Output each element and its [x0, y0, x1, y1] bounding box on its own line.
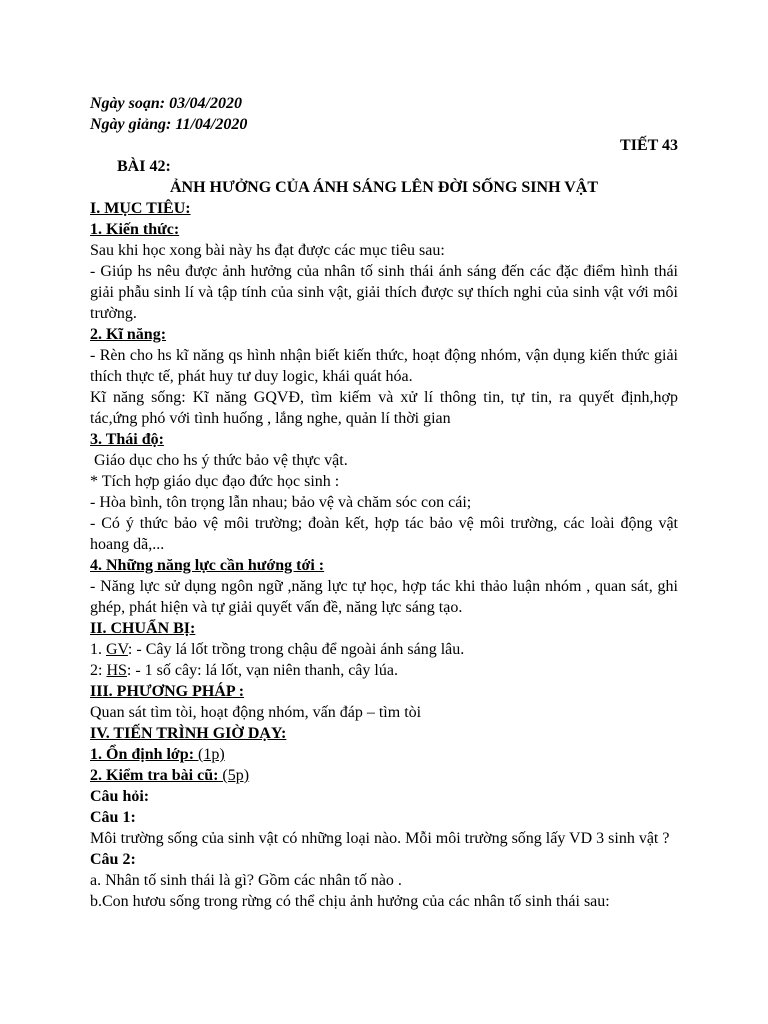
knowledge-intro: Sau khi học xong bài này hs đạt được các mục tiêu sau: [90, 242, 445, 259]
question-2b-text: b.Con hươu sống trong rừng có thể chịu ảnh hưởng của các nhân tố sinh thái sau: [90, 893, 610, 910]
question-2a-text: a. Nhân tố sinh thái là gì? Gồm các nhân tố nào . [90, 872, 402, 889]
attitude-heading: 3. Thái độ: [90, 431, 164, 448]
class-stabilization-label: 1. Ổn định lớp: [90, 746, 195, 763]
preparation-date: Ngày soạn: 03/04/2020 [90, 95, 242, 112]
student-preparation [90, 660, 678, 681]
student-prefix: 2: [90, 662, 107, 679]
teacher-label: GV [106, 641, 128, 658]
section-preparation-heading: II. CHUẨN BỊ: [90, 620, 196, 637]
section-methods-heading: III. PHƯƠNG PHÁP : [90, 683, 245, 700]
class-stabilization-time: (1p) [194, 746, 225, 763]
lesson-title: ẢNH HƯỞNG CỦA ÁNH SÁNG LÊN ĐỜI SỐNG SINH VẬT [169, 179, 599, 196]
competencies-heading: 4. Những năng lực cần hướng tới : [90, 557, 325, 574]
student-text: : - 1 số cây: lá lốt, vạn niên thanh, cây lúa. [126, 662, 398, 679]
attitude-line-3: - Hòa bình, tôn trọng lẫn nhau; bảo vệ và chăm sóc con cái; [90, 494, 472, 511]
lesson-number: BÀI 42: [117, 158, 171, 175]
teaching-date: Ngày giảng: 11/04/2020 [90, 116, 248, 133]
student-label: HS [106, 662, 127, 679]
homework-check [90, 765, 678, 786]
teacher-preparation [90, 639, 678, 660]
methods-text: Quan sát tìm tòi, hoạt động nhóm, vấn đáp – tìm tòi [90, 704, 422, 721]
question-2-label: Câu 2: [90, 851, 136, 868]
section-objectives-heading: I. MỤC TIÊU: [90, 200, 191, 217]
attitude-line-2: * Tích hợp giáo dục đạo đức học sinh : [90, 473, 340, 490]
question-1-text: Môi trường sống của sinh vật có những loại nào. Mỗi môi trường sống lấy VD 3 sinh vật ? [90, 830, 670, 847]
teacher-text: : - Cây lá lốt trồng trong chậu để ngoài ánh sáng lâu. [127, 641, 465, 658]
skills-heading: 2. Kĩ năng: [90, 326, 167, 343]
competencies-text: - Năng lực sử dụng ngôn ngữ ,năng lực tự học, hợp tác khi thảo luận nhóm , quan sát, ghi ghép, phát hiện và tự giải quyết vấn đề, năng lực sáng tạo. [90, 578, 678, 616]
homework-check-time: (5p) [218, 767, 250, 784]
questions-heading: Câu hỏi: [90, 788, 150, 805]
attitude-line-4: - Có ý thức bảo vệ môi trường; đoàn kết, hợp tác bảo vệ môi trường, các loài động vật hoang dã,... [90, 515, 678, 553]
section-process-heading: IV. TIẾN TRÌNH GIỜ DẠY: [90, 725, 287, 742]
life-skills-text: Kĩ năng sống: Kĩ năng GQVĐ, tìm kiếm và xử lí thông tin, tự tin, ra quyết định,hợp tác,ứng phó với tình huống , lắng nghe, quản lí thời gian [90, 389, 678, 427]
class-stabilization [90, 744, 678, 765]
period-number: TIẾT 43 [620, 137, 678, 154]
knowledge-text: - Giúp hs nêu được ảnh hưởng của nhân tố sinh thái ánh sáng đến các đặc điểm hình thái giải phẫu sinh lí và tập tính của sinh vật, giải thích được sự thích nghi của sinh vật với môi trường. [90, 263, 678, 322]
attitude-line-1: Giáo dục cho hs ý thức bảo vệ thực vật. [90, 452, 348, 469]
skills-text: - Rèn cho hs kĩ năng qs hình nhận biết kiến thức, hoạt động nhóm, vận dụng kiến thức giải thích thực tế, phát huy tư duy logic, khái quát hóa. [90, 347, 678, 385]
homework-check-label: 2. Kiểm tra bài cũ: [90, 767, 219, 784]
document-body [90, 93, 678, 912]
knowledge-heading: 1. Kiến thức: [90, 221, 180, 238]
teacher-prefix: 1. [90, 641, 106, 658]
question-1-label: Câu 1: [90, 809, 136, 826]
